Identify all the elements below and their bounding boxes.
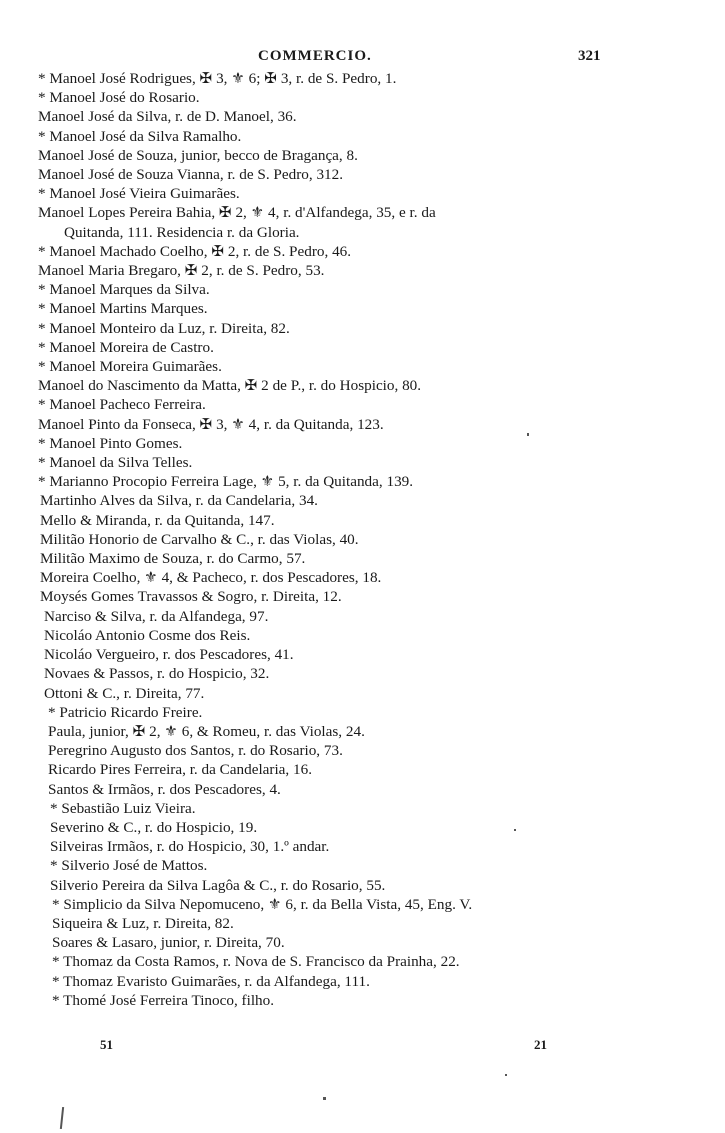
directory-entry: * Manoel Pinto Gomes.	[38, 434, 183, 452]
directory-entry: Militão Honorio de Carvalho & C., r. das Violas, 40.	[40, 530, 359, 548]
directory-entry: * Simplicio da Silva Nepomuceno, ⚜ 6, r. da Bella Vista, 45, Eng. V.	[52, 895, 473, 913]
directory-entry: Manoel Maria Bregaro, ✠ 2, r. de S. Pedro, 53.	[38, 262, 325, 280]
signature-mark-left: 51	[100, 1037, 113, 1052]
directory-entry: * Thomaz Evaristo Guimarães, r. da Alfandega, 111.	[52, 972, 370, 990]
page-number: 321	[578, 48, 601, 64]
ink-speck	[505, 1074, 507, 1076]
directory-entry: Ricardo Pires Ferreira, r. da Candelaria, 16.	[48, 761, 313, 779]
ink-speck	[323, 1097, 326, 1100]
directory-entry: Mello & Miranda, r. da Quitanda, 147.	[40, 511, 275, 529]
directory-entry: Manoel Lopes Pereira Bahia, ✠ 2, ⚜ 4, r. d'Alfandega, 35, e r. da	[38, 204, 436, 222]
directory-entry: * Manoel José do Rosario.	[38, 89, 200, 107]
directory-entry: Ottoni & C., r. Direita, 77.	[44, 684, 205, 702]
directory-entry: Manoel José de Souza, junior, becco de Bragança, 8.	[38, 146, 358, 164]
page-title: COMMERCIO.	[258, 48, 372, 64]
directory-entry: * Manoel Pacheco Ferreira.	[38, 396, 206, 414]
ink-stroke	[60, 1107, 64, 1129]
directory-entry: * Manoel Machado Coelho, ✠ 2, r. de S. Pedro, 46.	[38, 242, 352, 260]
directory-entry: Manoel José da Silva, r. de D. Manoel, 36.	[38, 108, 297, 126]
ink-speck	[514, 829, 516, 831]
directory-entry: * Thomaz da Costa Ramos, r. Nova de S. Francisco da Prainha, 22.	[52, 953, 460, 971]
directory-list	[38, 69, 688, 1010]
directory-entry: * Manoel Moreira de Castro.	[38, 338, 214, 356]
directory-entry: Siqueira & Luz, r. Direita, 82.	[52, 914, 234, 932]
directory-entry: Silverio Pereira da Silva Lagôa & C., r. do Rosario, 55.	[50, 876, 386, 894]
directory-entry: * Manoel Martins Marques.	[38, 300, 208, 318]
directory-entry: * Patricio Ricardo Freire.	[48, 703, 203, 721]
directory-entry: Nicoláo Antonio Cosme dos Reis.	[44, 626, 251, 644]
directory-entry-continuation: Quitanda, 111. Residencia r. da Gloria.	[64, 223, 300, 241]
directory-entry: * Manoel José Vieira Guimarães.	[38, 185, 240, 203]
directory-entry: Militão Maximo de Souza, r. do Carmo, 57.	[40, 550, 306, 568]
signature-mark-right: 21	[534, 1037, 547, 1052]
directory-entry: Santos & Irmãos, r. dos Pescadores, 4.	[48, 780, 281, 798]
directory-entry: * Sebastião Luiz Vieira.	[50, 799, 196, 817]
page-footer	[0, 1037, 725, 1057]
directory-entry: * Silverio José de Mattos.	[50, 857, 208, 875]
directory-entry: Martinho Alves da Silva, r. da Candelaria, 34.	[40, 492, 318, 510]
directory-entry: * Thomé José Ferreira Tinoco, filho.	[52, 991, 275, 1009]
ink-speck	[527, 433, 529, 436]
directory-entry: Novaes & Passos, r. do Hospicio, 32.	[44, 665, 270, 683]
directory-entry: Moreira Coelho, ⚜ 4, & Pacheco, r. dos Pescadores, 18.	[40, 569, 382, 587]
directory-entry: Paula, junior, ✠ 2, ⚜ 6, & Romeu, r. das Violas, 24.	[48, 722, 365, 740]
directory-entry: Manoel José de Souza Vianna, r. de S. Pedro, 312.	[38, 166, 344, 184]
directory-entry: * Manoel Monteiro da Luz, r. Direita, 82.	[38, 319, 290, 337]
directory-entry: Narciso & Silva, r. da Alfandega, 97.	[44, 607, 269, 625]
directory-entry: * Manoel da Silva Telles.	[38, 454, 193, 472]
directory-entry: Peregrino Augusto dos Santos, r. do Rosario, 73.	[48, 742, 343, 760]
directory-entry: * Manoel Marques da Silva.	[38, 281, 210, 299]
directory-entry: * Manoel José da Silva Ramalho.	[38, 127, 242, 145]
directory-entry: Moysés Gomes Travassos & Sogro, r. Direita, 12.	[40, 588, 342, 606]
directory-entry: * Manoel José Rodrigues, ✠ 3, ⚜ 6; ✠ 3, r. de S. Pedro, 1.	[38, 70, 397, 87]
directory-entry: Soares & Lasaro, junior, r. Direita, 70.	[52, 934, 285, 952]
directory-entry: Severino & C., r. do Hospicio, 19.	[50, 818, 258, 836]
page-header	[0, 48, 725, 70]
directory-entry: Manoel Pinto da Fonseca, ✠ 3, ⚜ 4, r. da Quitanda, 123.	[38, 415, 384, 433]
directory-entry: Manoel do Nascimento da Matta, ✠ 2 de P., r. do Hospicio, 80.	[38, 377, 422, 395]
directory-entry: * Marianno Procopio Ferreira Lage, ⚜ 5, r. da Quitanda, 139.	[38, 473, 414, 491]
directory-entry: Nicoláo Vergueiro, r. dos Pescadores, 41.	[44, 646, 294, 664]
directory-entry: * Manoel Moreira Guimarães.	[38, 358, 222, 376]
directory-entry: Silveiras Irmãos, r. do Hospicio, 30, 1.º andar.	[50, 838, 330, 856]
